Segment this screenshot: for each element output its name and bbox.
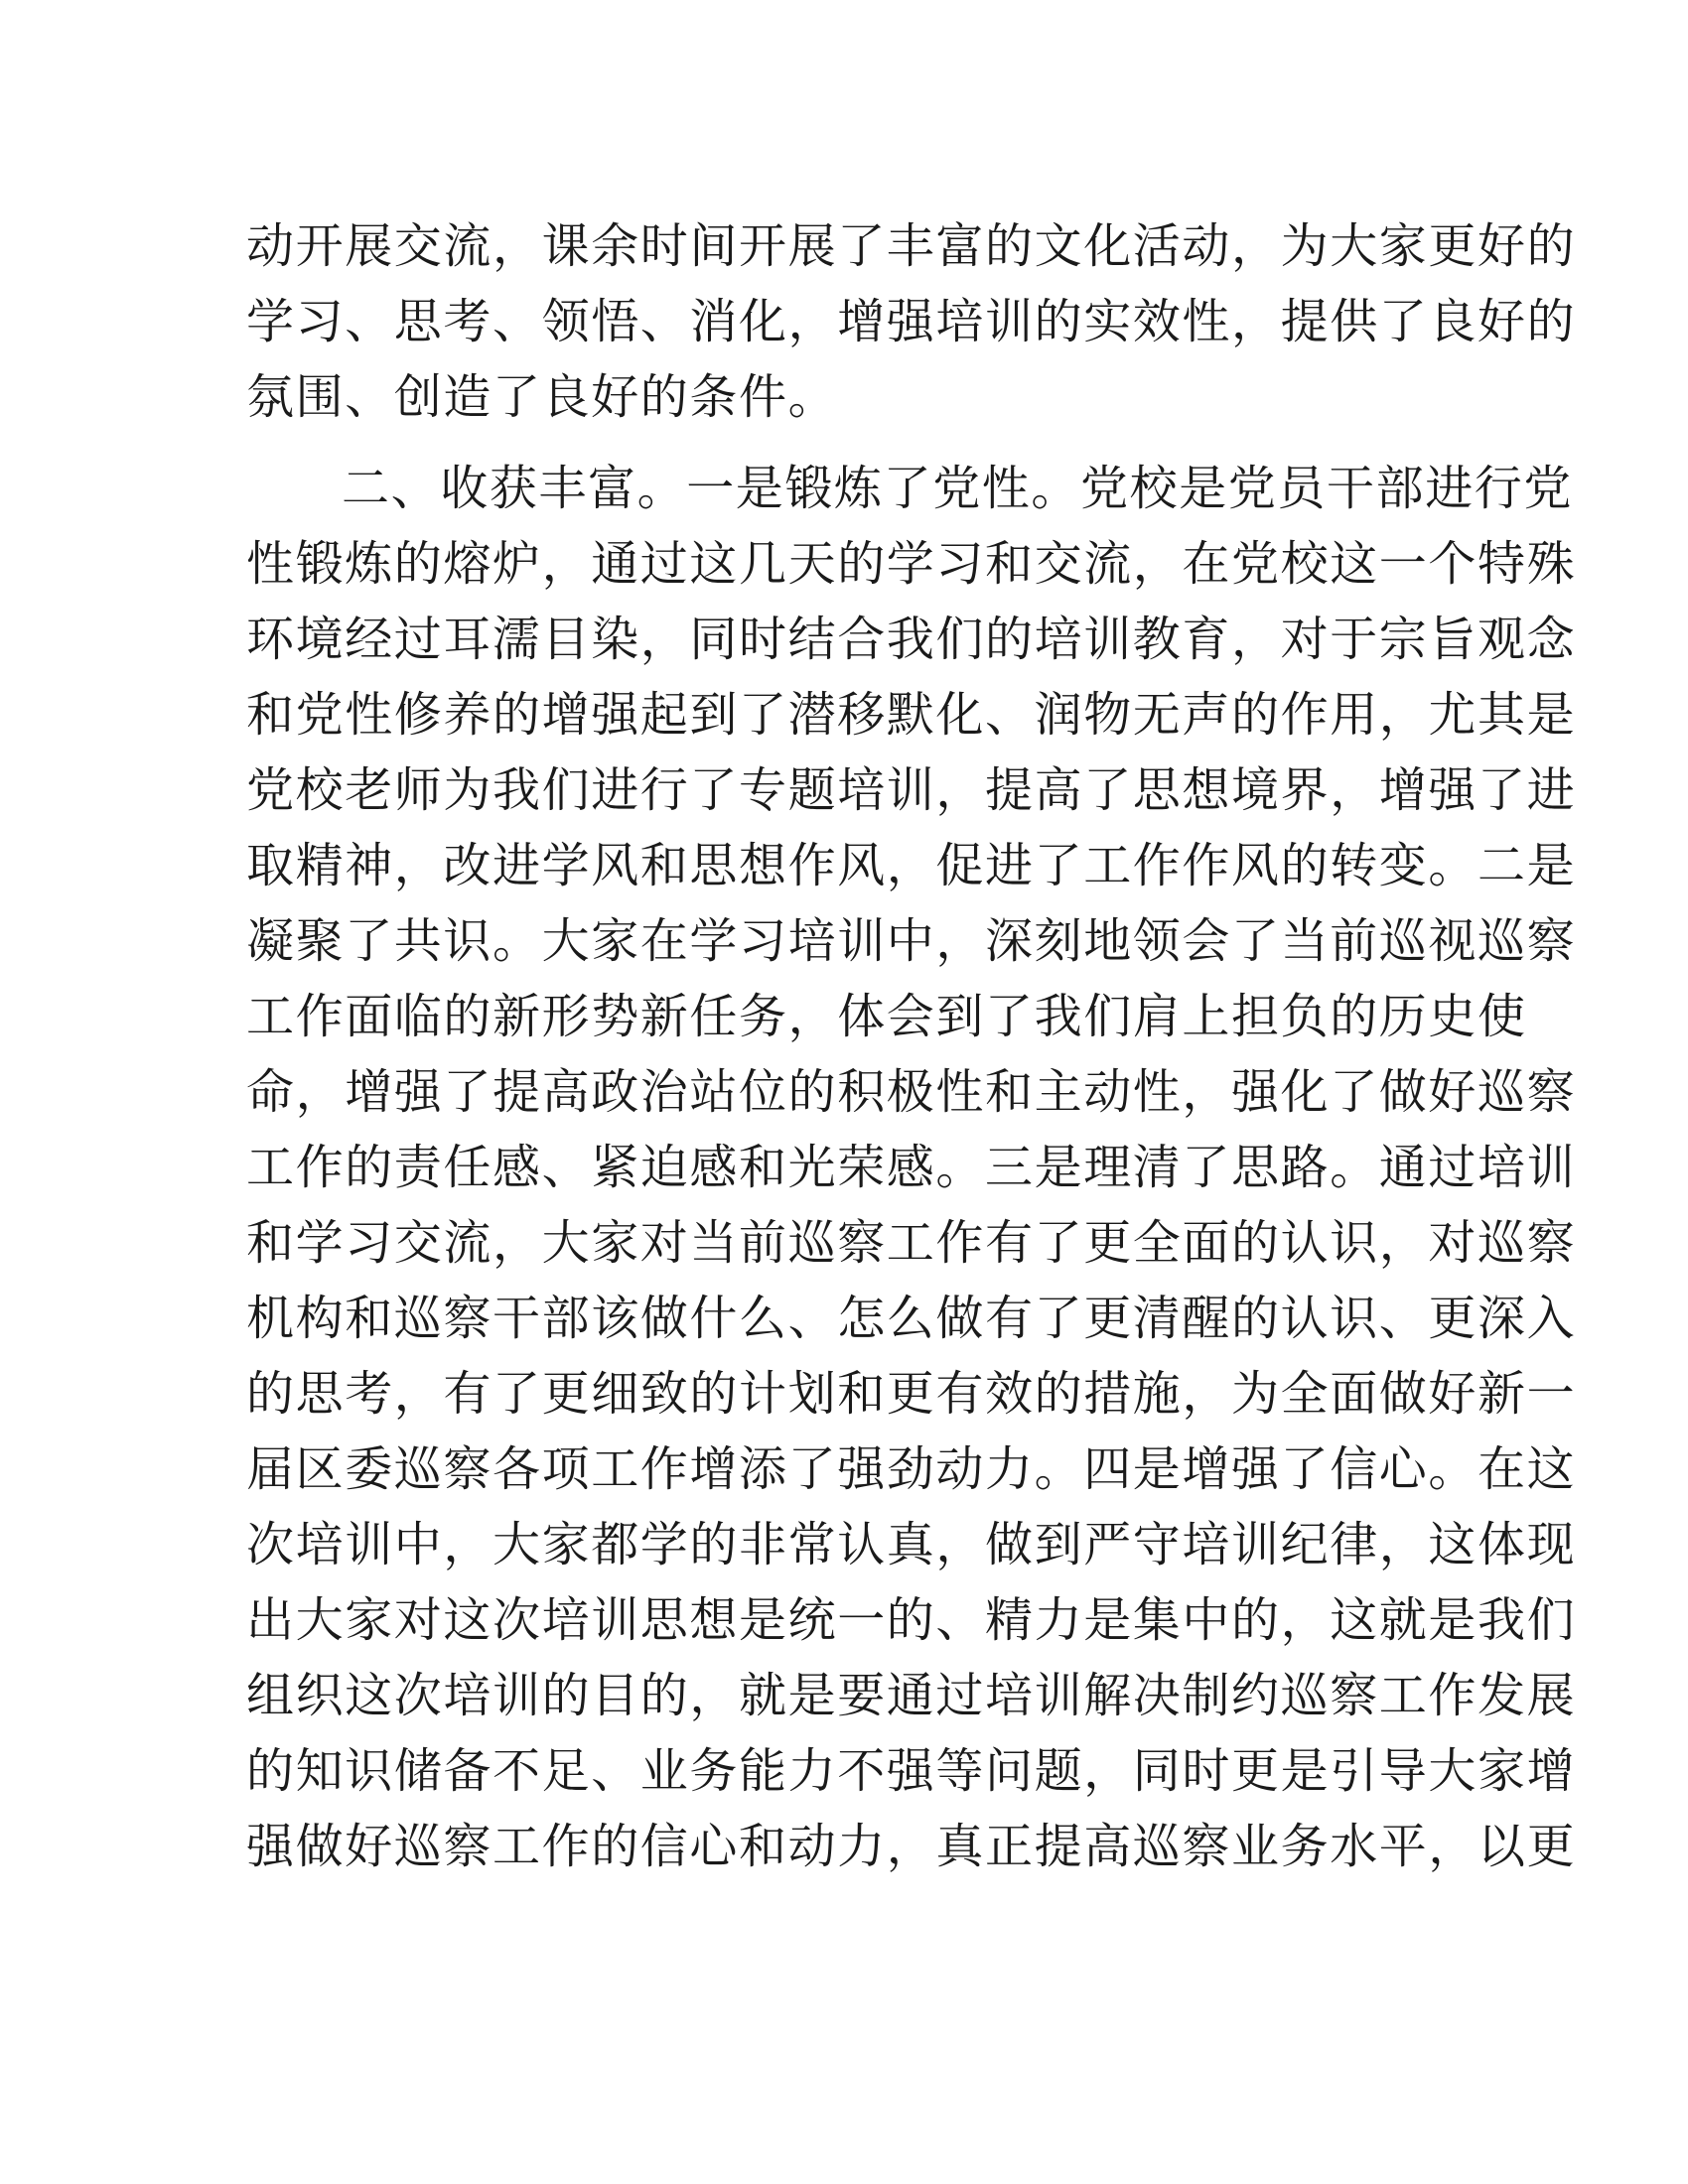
text-line: 工作的责任感、紧迫感和光荣感。三是理清了思路。通过培训 — [246, 1140, 1577, 1195]
paragraph-2 — [246, 451, 1577, 1884]
text-line: 强做好巡察工作的信心和动力，真正提高巡察业务水平，以更 — [246, 1819, 1577, 1874]
text-line: 学习、思考、领悟、消化，增强培训的实效性，提供了良好的 — [246, 294, 1577, 349]
text-line: 和学习交流，大家对当前巡察工作有了更全面的认识，对巡察 — [246, 1215, 1577, 1271]
text-line: 组织这次培训的目的，就是要通过培训解决制约巡察工作发展 — [246, 1668, 1577, 1723]
text-line: 命，增强了提高政治站位的积极性和主动性，强化了做好巡察 — [246, 1064, 1577, 1120]
text-line: 的思考，有了更细致的计划和更有效的措施，为全面做好新一 — [246, 1366, 1577, 1422]
text-line: 机构和巡察干部该做什么、怎么做有了更清醒的认识、更深入 — [246, 1291, 1577, 1346]
text-line: 环境经过耳濡目染，同时结合我们的培训教育，对于宗旨观念 — [246, 612, 1577, 667]
text-line: 动开展交流，课余时间开展了丰富的文化活动，为大家更好的 — [246, 218, 1577, 274]
text-line: 的知识储备不足、业务能力不强等问题，同时更是引导大家增 — [246, 1743, 1577, 1799]
text-line: 性锻炼的熔炉，通过这几天的学习和交流，在党校这一个特殊 — [246, 536, 1577, 592]
text-line: 氛围、创造了良好的条件。 — [246, 369, 838, 425]
text-line: 取精神，改进学风和思想作风，促进了工作作风的转变。二是 — [246, 838, 1577, 893]
text-line: 届区委巡察各项工作增添了强劲动力。四是增强了信心。在这 — [246, 1441, 1577, 1497]
text-line: 工作面临的新形势新任务，体会到了我们肩上担负的历史使 — [246, 989, 1527, 1044]
body-text — [246, 208, 1577, 1884]
text-line: 和党性修养的增强起到了潜移默化、润物无声的作用，尤其是 — [246, 687, 1577, 743]
paragraph-1 — [246, 208, 1577, 435]
text-line: 党校老师为我们进行了专题培训，提高了思想境界，增强了进 — [246, 762, 1577, 818]
text-line: 次培训中，大家都学的非常认真，做到严守培训纪律，这体现 — [246, 1517, 1577, 1572]
text-line: 凝聚了共识。大家在学习培训中，深刻地领会了当前巡视巡察 — [246, 913, 1577, 969]
text-line: 二、收获丰富。一是锻炼了党性。党校是党员干部进行党 — [342, 461, 1574, 516]
text-line: 出大家对这次培训思想是统一的、精力是集中的，这就是我们 — [246, 1592, 1577, 1648]
